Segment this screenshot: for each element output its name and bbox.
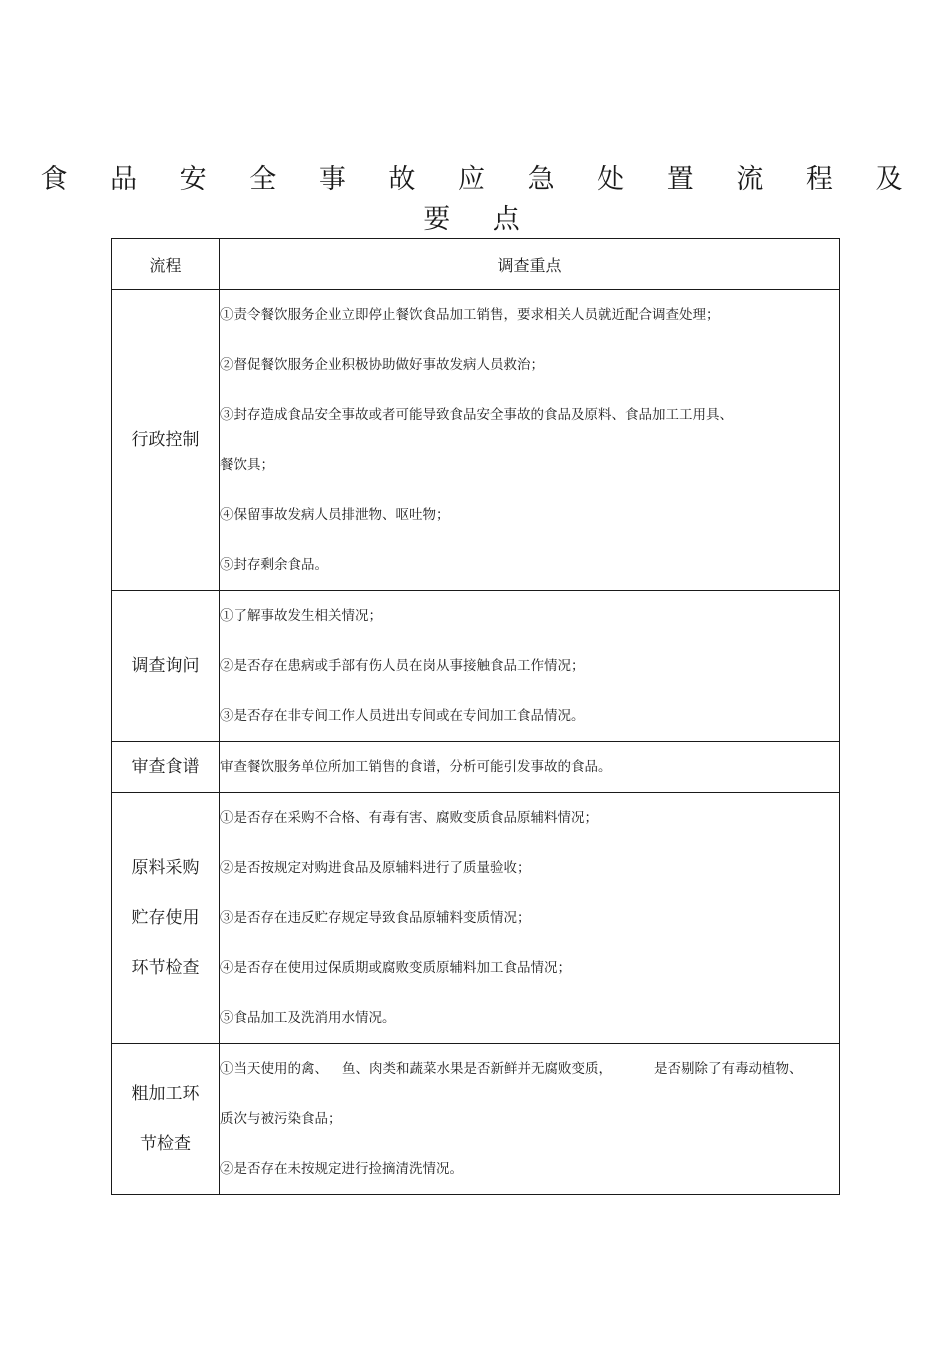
detail-line: ②督促餐饮服务企业积极协助做好事故发病人员救治； [220,357,544,373]
detail-cell [220,290,840,591]
detail-line [220,1044,839,1094]
stage-label: 贮存使用 [131,908,200,928]
detail-line: ④保留事故发病人员排泄物、呕吐物； [220,507,450,523]
header-process: 流程 [112,239,220,290]
header-focus: 调查重点 [220,239,840,290]
detail-line: 餐饮具； [220,457,274,473]
detail-line: ⑤食品加工及洗消用水情况。 [220,1010,396,1026]
detail-cell [220,793,840,1044]
detail-cell [220,591,840,742]
page-title: 食 品 安 全 事 故 应 急 处 置 流 程 及 要 点 [40,164,920,235]
detail-segment: 鱼、肉类和蔬菜水果是否新鲜并无腐败变质， [342,1061,612,1077]
stage-label: 行政控制 [131,430,200,450]
stage-cell [112,793,220,1044]
stage-label: 审查食谱 [131,757,200,777]
stage-label: 环节检查 [131,958,200,978]
detail-line: ②是否存在患病或手部有伤人员在岗从事接触食品工作情况； [220,658,585,674]
detail-line: ③是否存在非专间工作人员进出专间或在专间加工食品情况。 [220,708,585,724]
stage-cell [112,1044,220,1195]
detail-cell [220,1044,840,1195]
stage-label: 粗加工环 [131,1084,200,1104]
detail-line: ③是否存在违反贮存规定导致食品原辅料变质情况； [220,910,531,926]
detail-segment: 是否剔除了有毒动植物、 [654,1061,803,1077]
table-row [112,1044,840,1195]
stage-cell [112,591,220,742]
stage-cell [112,290,220,591]
detail-line: ①了解事故发生相关情况； [220,608,382,624]
detail-line: ③封存造成食品安全事故或者可能导致食品安全事故的食品及原料、食品加工工用具、 [220,407,733,423]
detail-line: ②是否按规定对购进食品及原辅料进行了质量验收； [220,860,531,876]
detail-line: ①是否存在采购不合格、有毒有害、腐败变质食品原辅料情况； [220,810,598,826]
stage-label: 调查询问 [131,656,200,676]
table-row [112,793,840,1044]
stage-cell [112,742,220,793]
detail-line: 质次与被污染食品； [220,1111,342,1127]
detail-line: ④是否存在使用过保质期或腐败变质原辅料加工食品情况； [220,960,571,976]
detail-line: ②是否存在未按规定进行捡摘清洗情况。 [220,1161,463,1177]
detail-line: ①责令餐饮服务企业立即停止餐饮食品加工销售，要求相关人员就近配合调查处理； [220,307,720,323]
table-row [112,290,840,591]
detail-cell [220,742,840,793]
table-header-row [112,239,840,290]
detail-line: 审查餐饮服务单位所加工销售的食谱，分析可能引发事故的食品。 [220,759,612,775]
detail-segment: ①当天使用的禽、 [220,1061,328,1077]
table-row [112,591,840,742]
stage-label: 原料采购 [131,858,200,878]
procedure-table [111,238,840,1195]
table-row [112,742,840,793]
detail-line: ⑤封存剩余食品。 [220,557,328,573]
stage-label: 节检查 [140,1134,191,1154]
